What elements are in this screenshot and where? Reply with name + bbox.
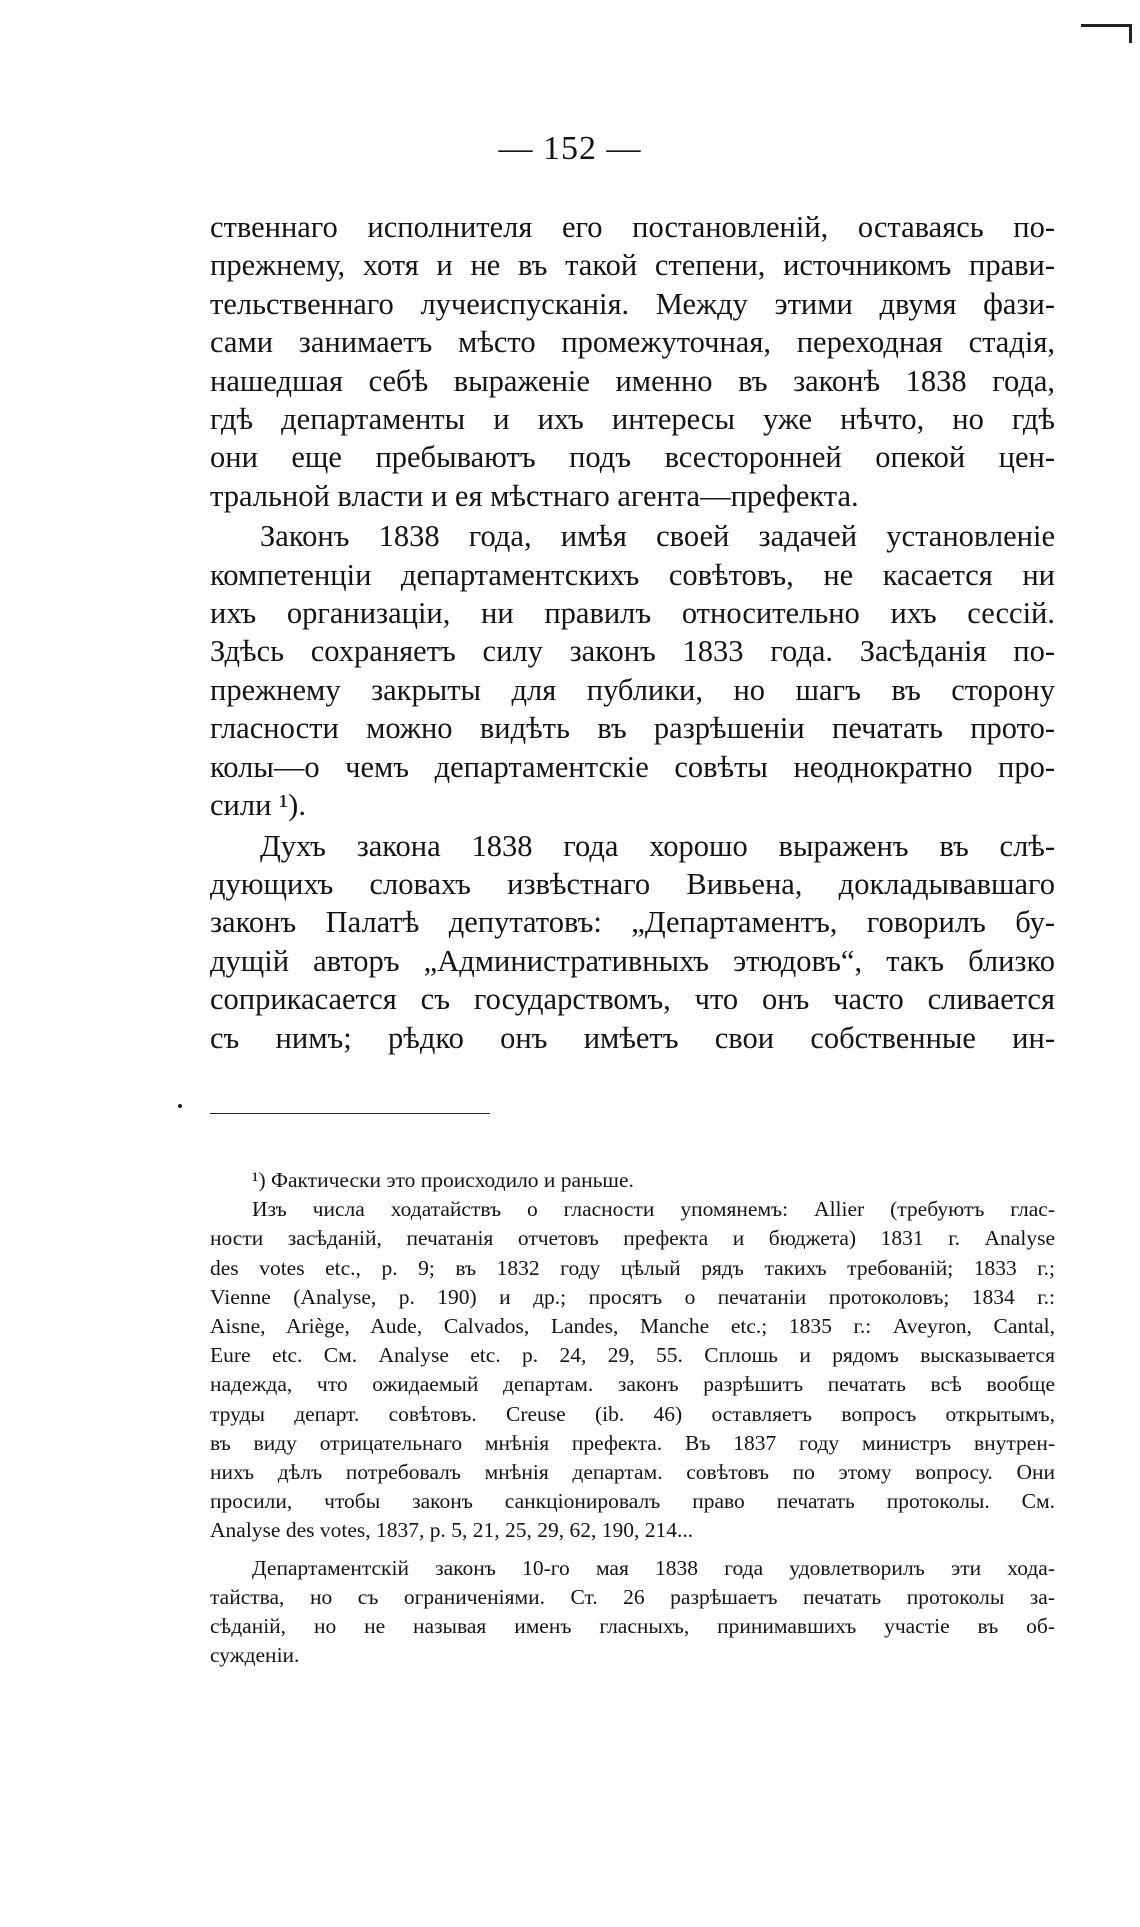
text-line: гласности можно видѣть въ разрѣшеніи печатать прото- [210,711,1055,746]
footnote-line: Analyse des votes, 1837, p. 5, 21, 25, 29, 62, 190, 214... [210,1518,694,1543]
footnote-line: въ виду отрицательнаго мнѣнія префекта. Въ 1837 году министръ внутрен- [210,1430,1055,1455]
footnote-line: ности засѣданій, печатанія отчетовъ префекта и бюджета) 1831 г. Analyse [210,1226,1055,1251]
footnote-line: надежда, что ожидаемый департам. законъ разрѣшитъ печатать всѣ вообще [210,1372,1055,1397]
footnote-line: Vienne (Analyse, p. 190) и др.; просятъ о печатаніи протоколовъ; 1834 г.: [210,1284,1055,1309]
text-line: прежнему закрыты для публики, но шагъ въ сторону [210,672,1055,707]
text-line: законъ Палатѣ депутатовъ: „Департаментъ, говорилъ бу- [210,905,1055,940]
text-line: гдѣ департаменты и ихъ интересы уже нѣчто, но гдѣ [210,402,1055,437]
corner-scan-mark [1081,24,1132,43]
footnote-line: тайства, но съ ограниченіями. Ст. 26 разрѣшаетъ печатать протоколы за- [210,1584,1055,1609]
page-number: — 152 — [498,130,642,167]
text-line: ихъ организаціи, ни правилъ относительно ихъ сессій. [210,596,1055,631]
text-line: Духъ закона 1838 года хорошо выраженъ въ слѣ- [260,828,1055,863]
footnote-line: Изъ числа ходатайствъ о гласности упомянемъ: Allier (требуютъ глас- [252,1197,1055,1222]
footnote-separator [210,1113,490,1114]
footnote-1-continued [210,1195,1055,1545]
main-text [210,206,1055,1057]
text-line: они еще пребываютъ подъ всесторонней опекой цен- [210,440,1055,475]
text-line: соприкасается съ государствомъ, что онъ часто сливается [210,982,1055,1017]
footnote-1 [210,1166,1055,1195]
footnote-line: сужденіи. [210,1643,300,1668]
margin-dot [178,1104,182,1108]
text-line: тельственнаго лучеиспусканія. Между этими двумя фази- [210,286,1055,321]
text-line: сами занимаетъ мѣсто промежуточная, переходная стадія, [210,325,1055,360]
footnote-line: нихъ дѣлъ потребовалъ мнѣнія департам. совѣтовъ по этому вопросу. Они [210,1460,1055,1485]
footnote-line: des votes etc., p. 9; въ 1832 году цѣлый рядъ такихъ требованій; 1833 г.; [210,1255,1055,1280]
footnote-1-final [210,1554,1055,1671]
footnote-line: просили, чтобы законъ санкціонировалъ право печатать протоколы. См. [210,1489,1055,1514]
text-line: ственнаго исполнителя его постановленій, оставаясь по- [210,210,1055,244]
paragraph-1 [210,208,1055,515]
text-line: тральной власти и ея мѣстнаго агента—префекта. [210,478,859,513]
footnote-line: труды департ. совѣтовъ. Creuse (ib. 46) оставляетъ вопросъ открытымъ, [210,1401,1055,1426]
paragraph-3 [210,827,1055,1057]
text-line: сили ¹). [210,788,306,823]
footnote-line: Департаментскій законъ 10-го мая 1838 года удовлетворилъ эти хода- [252,1555,1055,1580]
paragraph-2 [210,517,1055,824]
text-line: съ нимъ; рѣдко онъ имѣетъ свои собственные ин- [210,1020,1055,1055]
text-line: прежнему, хотя и не въ такой степени, источникомъ прави- [210,248,1055,283]
footnotes [210,1158,1055,1670]
footnote-line: Aisne, Ariège, Aude, Calvados, Landes, Manche etc.; 1835 г.: Aveyron, Cantal, [210,1314,1055,1339]
text-line: нашедшая себѣ выраженіе именно въ законѣ 1838 года, [210,363,1055,398]
footnote-line: ¹) Фактически это происходило и раньше. [252,1168,634,1192]
footnote-line: Eure etc. См. Analyse etc. p. 24, 29, 55. Сплошь и рядомъ высказывается [210,1343,1055,1368]
text-line: дующихъ словахъ извѣстнаго Вивьена, докладывавшаго [210,866,1055,901]
text-line: колы—о чемъ департаментскіе совѣты неоднократно про- [210,749,1055,784]
text-line: дущій авторъ „Административныхъ этюдовъ“, такъ близко [210,943,1055,978]
footnote-line: сѣданій, но не называя именъ гласныхъ, принимавшихъ участіе въ об- [210,1614,1055,1639]
text-line: Здѣсь сохраняетъ силу законъ 1833 года. Засѣданія по- [210,634,1055,669]
text-line: компетенціи департаментскихъ совѣтовъ, не касается ни [210,557,1055,592]
text-line: Законъ 1838 года, имѣя своей задачей установленіе [260,519,1055,554]
